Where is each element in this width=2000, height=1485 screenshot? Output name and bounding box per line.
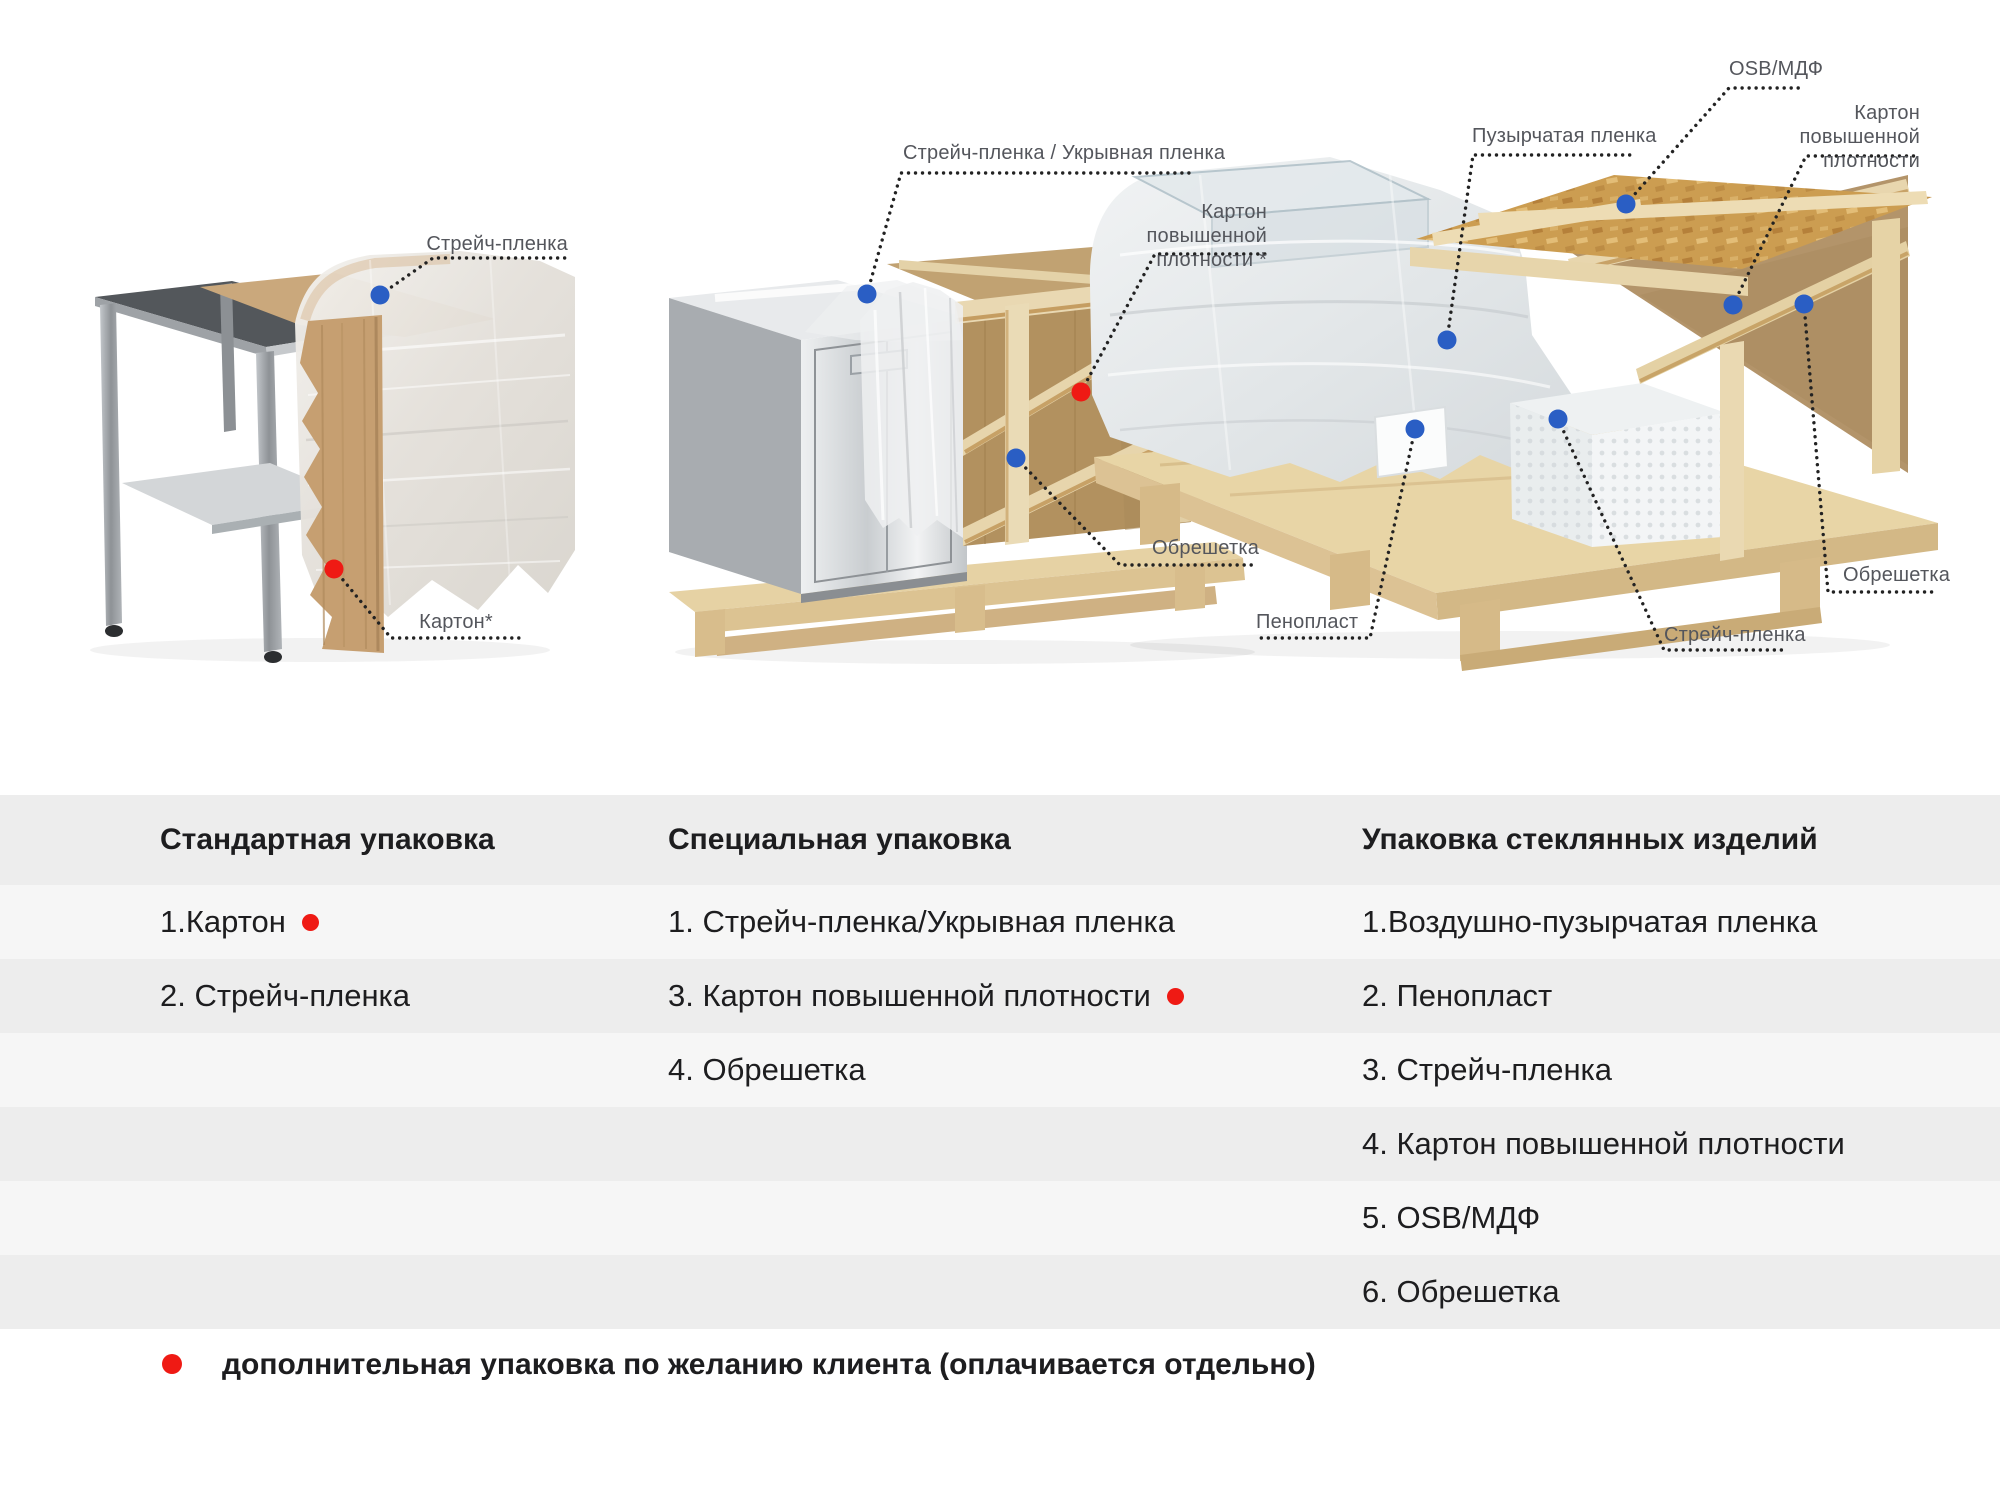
footnote-red-dot	[162, 1354, 182, 1374]
bubble-wrapped-box	[1510, 383, 1726, 547]
list-item: 4. Обрешетка	[668, 1052, 866, 1087]
list-item: 6. Обрешетка	[1362, 1274, 1560, 1309]
list-item: 4. Картон повышенной плотности	[1362, 1126, 1845, 1161]
column-header: Специальная упаковка	[668, 823, 1011, 856]
column-header: Упаковка стеклянных изделий	[1362, 823, 1818, 856]
callout-bubble-film: Пузырчатая пленка	[1472, 125, 1657, 147]
optional-extra-red-dot	[302, 914, 319, 931]
callout-crate-lath-special: Обрешетка	[1152, 537, 1260, 559]
list-item: 3. Картон повышенной плотности	[668, 959, 1328, 1033]
list-item: 3. Стрейч-пленка	[1362, 1052, 1613, 1087]
callout-dense-carton-special: Картон повышенной плотности *	[1146, 201, 1267, 271]
torn-cardboard-sheet	[300, 315, 384, 653]
list-item: 2. Стрейч-пленка	[160, 978, 411, 1013]
column-glass-packaging	[1362, 795, 1982, 1329]
column-header: Стандартная упаковка	[160, 823, 495, 856]
foam-block	[1375, 407, 1448, 477]
callout-dense-carton-glass: Картон повышенной плотности	[1799, 102, 1920, 172]
list-item: 1.Воздушно-пузырчатая пленка	[1362, 904, 1818, 939]
callout-stretch-film: Стрейч-пленка	[426, 233, 568, 255]
column-special-packaging	[668, 795, 1328, 1107]
footnote: дополнительная упаковка по желанию клиента (оплачивается отдельно)	[222, 1348, 1316, 1381]
list-item: 1. Стрейч-пленка/Укрывная пленка	[668, 904, 1175, 939]
callout-foam: Пенопласт	[1256, 611, 1359, 633]
column-standard-packaging	[160, 795, 630, 1033]
callout-stretch-film-glass: Стрейч-пленка	[1664, 624, 1806, 646]
list-item: 5. OSB/МДФ	[1362, 1200, 1541, 1235]
list-item: 2. Пенопласт	[1362, 978, 1553, 1013]
standard-packaging-photo	[70, 225, 580, 665]
callout-carton: Картон*	[419, 611, 493, 633]
callout-stretch-or-cover-film: Стрейч-пленка / Укрывная пленка	[903, 142, 1226, 164]
callout-crate-lath-glass: Обрешетка	[1843, 564, 1951, 586]
callout-osb-mdf: OSB/МДФ	[1729, 58, 1824, 80]
optional-extra-red-dot	[1167, 988, 1184, 1005]
list-item: 1.Картон	[160, 885, 630, 959]
